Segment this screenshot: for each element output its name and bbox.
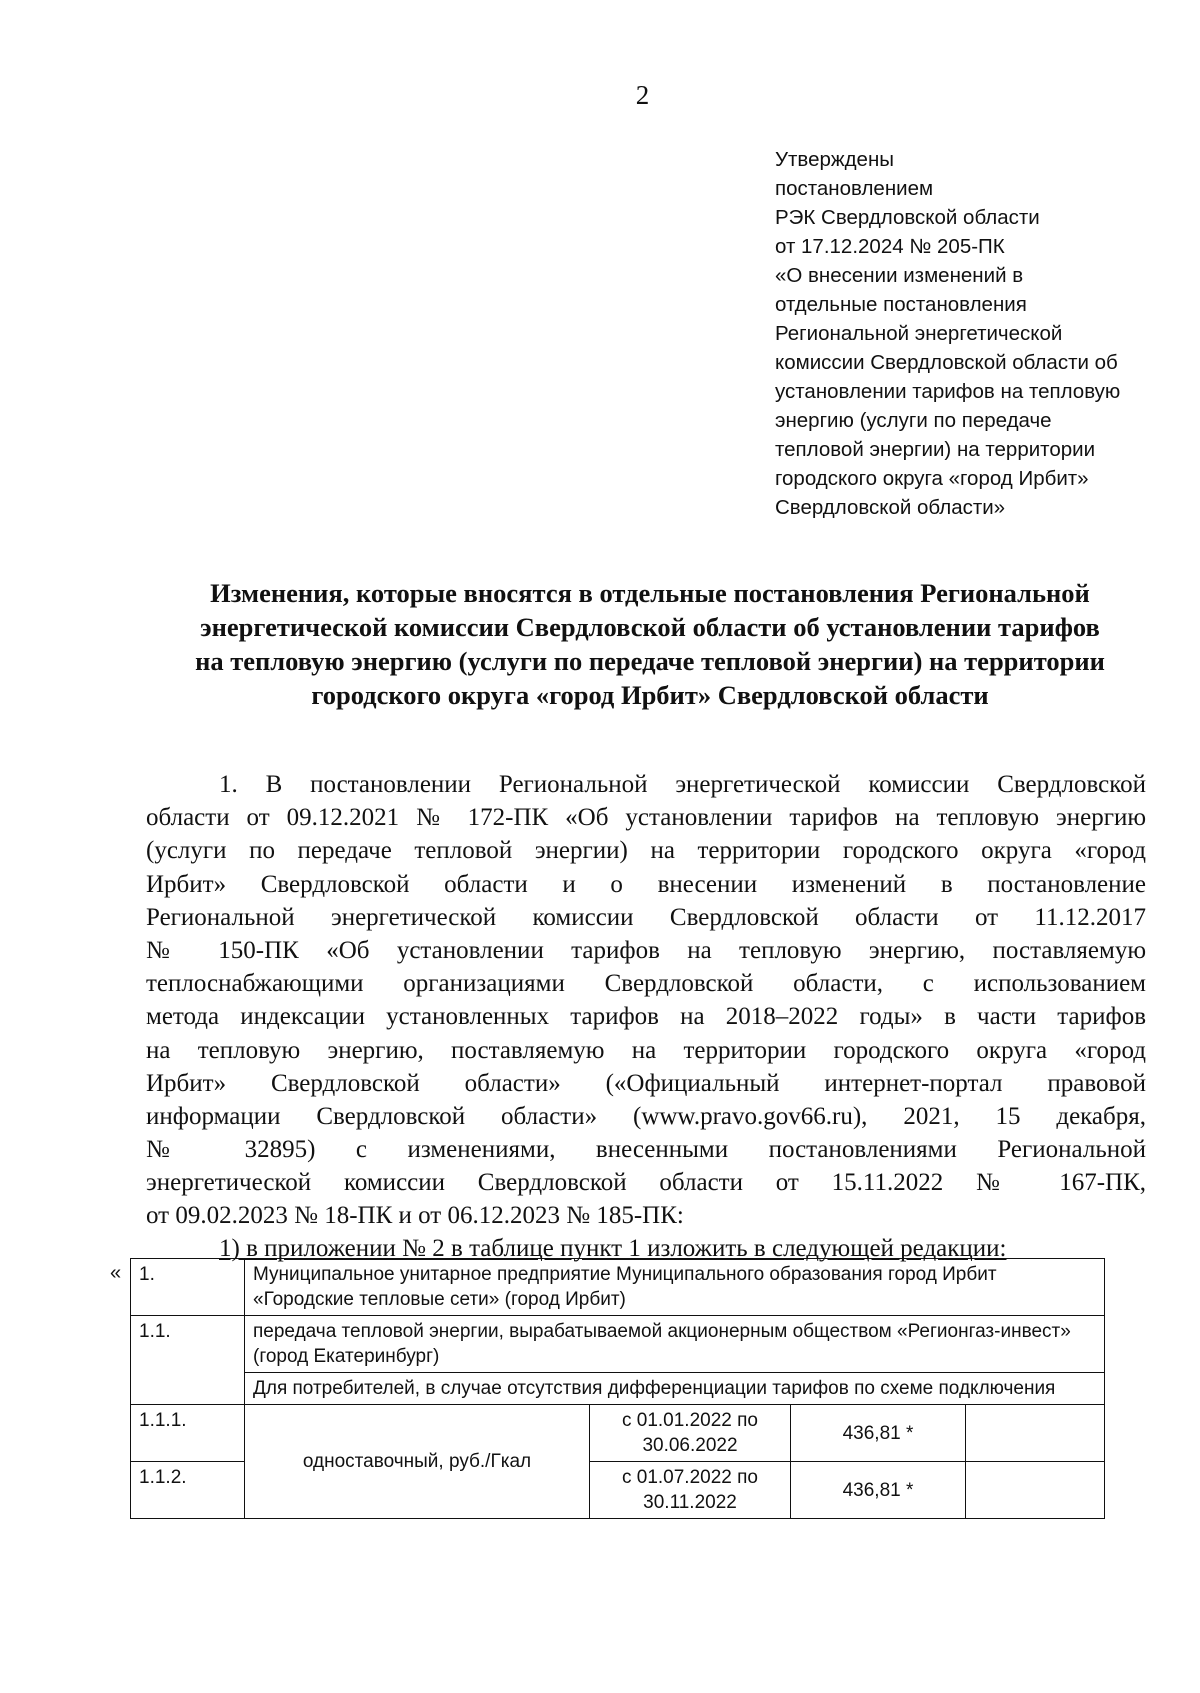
- row-number: 1.1.1.: [131, 1405, 245, 1462]
- row-number: 1.1.2.: [131, 1462, 245, 1519]
- title-line: Изменения, которые вносятся в отдельные постановления Региональной: [210, 578, 1090, 608]
- paragraph-line: энергетической комиссии Свердловской области от 15.11.2022 № 167-ПК,: [146, 1169, 1146, 1197]
- service-description: передача тепловой энергии, вырабатываемой акционерным обществом «Регионгаз-инвест» (город Екатеринбург): [245, 1316, 1105, 1373]
- document-title: [130, 576, 1170, 712]
- paragraph-line: Ирбит» Свердловской области» («Официальный интернет-портал правовой: [146, 1069, 1146, 1097]
- paragraph-line: Региональной энергетической комиссии Свердловской области от 11.12.2017: [146, 903, 1146, 931]
- approval-line: «О внесении изменений в: [775, 264, 1024, 287]
- paragraph-line: (услуги по передаче тепловой энергии) на территории городского округа «город: [146, 837, 1146, 865]
- tariff-extra: [966, 1405, 1105, 1462]
- paragraph-line: теплоснабжающими организациями Свердловской области, с использованием: [146, 970, 1146, 998]
- paragraph-line: Ирбит» Свердловской области и о внесении изменений в постановление: [146, 870, 1146, 898]
- paragraph-line: № 32895) с изменениями, внесенными постановлениями Региональной: [146, 1136, 1146, 1164]
- paragraph-line: от 09.02.2023 № 18-ПК и от 06.12.2023 № 185-ПК:: [146, 1202, 684, 1230]
- tariff-value: 436,81 *: [791, 1462, 966, 1519]
- table-row: [131, 1373, 1105, 1405]
- approval-line: РЭК Свердловской области: [775, 206, 1040, 229]
- consumer-group: Для потребителей, в случае отсутствия дифференциации тарифов по схеме подключения: [245, 1373, 1105, 1405]
- approval-line: Утверждены: [775, 148, 895, 171]
- page-number: 2: [635, 80, 650, 110]
- table-row: [131, 1316, 1105, 1373]
- paragraph-line: области от 09.12.2021 № 172-ПК «Об установлении тарифов на тепловую энергию: [146, 804, 1146, 832]
- paragraph-line: на тепловую энергию, поставляемую на территории городского округа «город: [146, 1036, 1146, 1064]
- approval-line: Свердловской области»: [775, 496, 1006, 519]
- paragraph-line: метода индексации установленных тарифов на 2018–2022 годы» в части тарифов: [146, 1003, 1146, 1031]
- paragraph-line: 1. В постановлении Региональной энергетической комиссии Свердловской: [219, 771, 1146, 798]
- title-line: на тепловую энергию (услуги по передаче тепловой энергии) на территории: [195, 646, 1105, 676]
- tariff-value: 436,81 *: [791, 1405, 966, 1462]
- approval-line: Региональной энергетической: [775, 322, 1063, 345]
- sub-item-text: 1) в приложении № 2 в таблице пункт 1 изложить в следующей редакции:: [219, 1235, 1007, 1262]
- organization-name: Муниципальное унитарное предприятие Муниципального образования город Ирбит «Городские тепловые сети» (город Ирбит): [245, 1259, 1105, 1316]
- approval-line: городского округа «город Ирбит»: [775, 467, 1089, 490]
- tariff-table: [130, 1258, 1105, 1519]
- tariff-extra: [966, 1462, 1105, 1519]
- table-row: [131, 1405, 1105, 1462]
- paragraph-line: информации Свердловской области» (www.pravo.gov66.ru), 2021, 15 декабря,: [146, 1102, 1146, 1130]
- approval-line: комиссии Свердловской области об: [775, 351, 1118, 374]
- approval-block: [775, 145, 1175, 522]
- row-number: 1.1.: [131, 1316, 245, 1405]
- approval-line: постановлением: [775, 177, 934, 200]
- approval-line: отдельные постановления: [775, 293, 1027, 316]
- tariff-period: с 01.01.2022 по 30.06.2022: [590, 1405, 791, 1462]
- row-number: 1.: [131, 1259, 245, 1316]
- opening-quote: «: [110, 1262, 122, 1284]
- title-line: энергетической комиссии Свердловской области об установлении тарифов: [200, 612, 1100, 642]
- approval-line: тепловой энергии) на территории: [775, 438, 1096, 461]
- table-row: [131, 1259, 1105, 1316]
- approval-line: энергию (услуги по передаче: [775, 409, 1052, 432]
- paragraph-line: № 150-ПК «Об установлении тарифов на тепловую энергию, поставляемую: [146, 936, 1146, 964]
- paragraph-1: [146, 768, 1146, 1233]
- approval-line: от 17.12.2024 № 205-ПК: [775, 235, 1005, 258]
- tariff-type: одноставочный, руб./Гкал: [245, 1405, 590, 1519]
- tariff-period: с 01.07.2022 по 30.11.2022: [590, 1462, 791, 1519]
- title-line: городского округа «город Ирбит» Свердловской области: [311, 680, 989, 710]
- approval-line: установлении тарифов на тепловую: [775, 380, 1121, 403]
